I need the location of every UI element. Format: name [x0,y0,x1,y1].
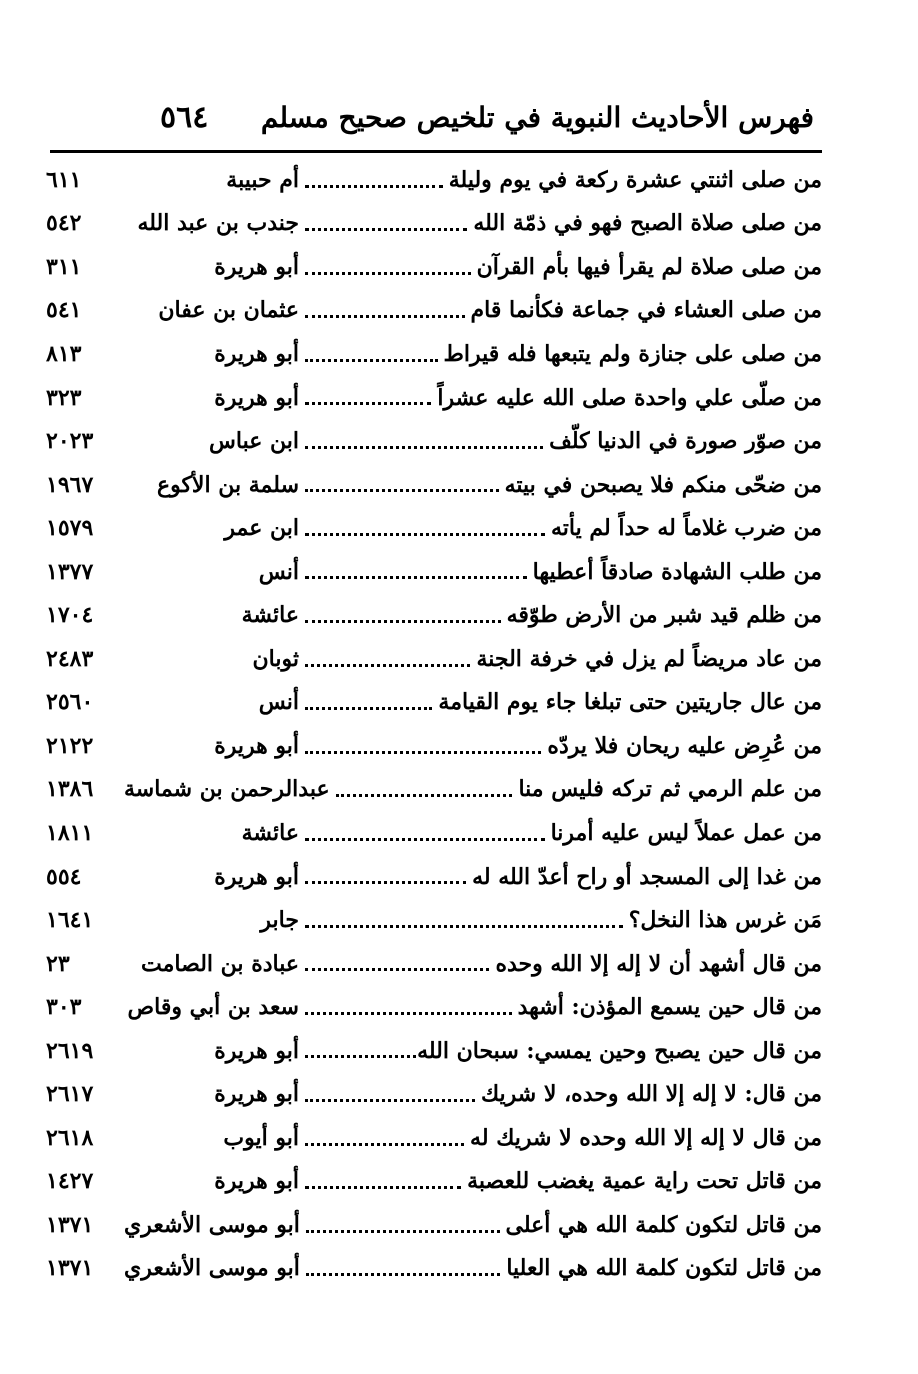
narrator-name: عثمان بن عفان [158,297,299,324]
dot-leader [305,1143,464,1146]
index-entry [46,1029,822,1073]
hadith-number: ٢٥٦٠ [46,689,94,716]
narrator-name: عبادة بن الصامت [141,950,299,977]
narrator-name: أم حبيبة [226,166,299,193]
page-header [160,92,814,142]
dot-leader [305,620,501,623]
index-entry [46,463,822,507]
dot-leader [305,664,470,667]
hadith-text: من صلى العشاء في جماعة فكأنما قام [470,297,822,324]
index-entry [46,1160,822,1204]
index-entry [46,724,822,768]
narrator-name: عائشة [241,819,299,846]
hadith-number: ١٣٧١ [46,1211,94,1238]
dot-leader [306,1230,500,1233]
hadith-number: ١٩٦٧ [46,471,94,498]
hadith-text: من صلّى علي واحدة صلى الله عليه عشراً [437,384,822,411]
hadith-text: من قاتل لتكون كلمة الله هي أعلى [505,1211,822,1238]
hadith-number: ٣٢٣ [46,384,82,411]
dot-leader [305,707,432,710]
dot-leader [305,489,499,492]
index-entry [46,550,822,594]
hadith-text: من قال حين يصبح وحين يمسي: سبحان الله [417,1037,822,1064]
narrator-name: عائشة [241,602,299,629]
dot-leader [306,1273,500,1276]
dot-leader [305,838,545,841]
dot-leader [305,968,489,971]
index-entry [46,637,822,681]
hadith-number: ٨١٣ [46,340,82,367]
hadith-text: من عال جاريتين حتى تبلغا جاء يوم القيامة [438,689,822,716]
index-entry [46,1203,822,1247]
index-entry [46,768,822,812]
hadith-text: من صلى صلاة الصبح فهو في ذمّة الله [473,210,822,237]
narrator-name: أبو هريرة [214,1037,299,1064]
hadith-text: من قاتل لتكون كلمة الله هي العليا [506,1255,822,1282]
hadith-text: من ضحّى منكم فلا يصبحن في بيته [504,471,822,498]
hadith-text: من ضرب غلاماً له حداً لم يأته [551,515,822,542]
hadith-number: ٣٠٣ [46,994,82,1021]
hadith-text: من عاد مريضاً لم يزل في خرفة الجنة [476,645,822,672]
hadith-text: من صلى على جنازة ولم يتبعها فله قيراط [443,340,822,367]
dot-leader [305,925,623,928]
narrator-name: أبو هريرة [214,340,299,367]
running-title: فهرس الأحاديث النبوية في تلخيص صحيح مسلم [260,100,814,134]
dot-leader [305,446,543,449]
index-entry [46,419,822,463]
narrator-name: ابن عباس [209,428,299,455]
index-entry [46,942,822,986]
index-entry [46,202,822,246]
page-number: ٥٦٤ [160,99,209,135]
dot-leader [305,315,465,318]
index-entry [46,376,822,420]
hadith-number: ١٦٤١ [46,907,94,934]
dot-leader [305,1012,512,1015]
index-entry [46,1247,822,1291]
index-entry [46,855,822,899]
hadith-number: ٦١١ [46,166,82,193]
index-entry [46,811,822,855]
narrator-name: عبدالرحمن بن شماسة [124,776,330,803]
hadith-text: من صلى اثنتي عشرة ركعة في يوم وليلة [448,166,822,193]
index-entry [46,898,822,942]
narrator-name: أنس [258,558,299,585]
narrator-name: أنس [258,689,299,716]
narrator-name: أبو هريرة [214,253,299,280]
hadith-text: من قال: لا إله إلا الله وحده، لا شريك [480,1081,822,1108]
index-entry [46,593,822,637]
narrator-name: أبو موسى الأشعري [124,1255,300,1282]
narrator-name: أبو هريرة [214,863,299,890]
dot-leader [336,794,513,797]
dot-leader [305,402,431,405]
narrator-name: جندب بن عبد الله [137,210,299,237]
hadith-text: من غدا إلى المسجد أو راح أعدّ الله له [472,863,822,890]
dot-leader [305,751,541,754]
dot-leader [305,881,466,884]
hadith-text: من صوّر صورة في الدنيا كلّف [549,428,822,455]
hadith-number: ٢٠٢٣ [46,428,94,455]
index-entry [46,289,822,333]
index-entry [46,158,822,202]
hadith-number: ١٨١١ [46,819,94,846]
narrator-name: أبو أيوب [223,1124,299,1151]
header-rule [50,150,822,153]
dot-leader [305,228,467,231]
hadith-number: ١٥٧٩ [46,515,94,542]
dot-leader [305,359,438,362]
dot-leader [305,533,545,536]
hadith-number: ٥٤٢ [46,210,82,237]
dot-leader [305,1186,461,1189]
index-entry [46,245,822,289]
narrator-name: أبو هريرة [214,1081,299,1108]
hadith-text: من علم الرمي ثم تركه فليس منا [518,776,822,803]
hadith-index-list [46,158,822,1290]
hadith-text: من قال لا إله إلا الله وحده لا شريك له [470,1124,822,1151]
hadith-number: ٢٤٨٣ [46,645,94,672]
hadith-number: ١٣٧١ [46,1255,94,1282]
hadith-number: ٢٦١٧ [46,1081,94,1108]
hadith-number: ١٧٠٤ [46,602,94,629]
hadith-number: ٢٦١٨ [46,1124,94,1151]
hadith-number: ١٣٨٦ [46,776,94,803]
dot-leader [305,1099,475,1102]
hadith-number: ٢١٢٢ [46,732,94,759]
index-entry [46,985,822,1029]
index-entry [46,1116,822,1160]
index-entry [46,332,822,376]
narrator-name: ثوبان [252,645,299,672]
hadith-text: من طلب الشهادة صادقاً أعطيها [532,558,822,585]
hadith-number: ٣١١ [46,253,82,280]
narrator-name: جابر [260,907,299,934]
narrator-name: أبو هريرة [214,1168,299,1195]
hadith-text: من صلى صلاة لم يقرأ فيها بأم القرآن [476,253,822,280]
dot-leader [305,576,527,579]
hadith-text: من عمل عملاً ليس عليه أمرنا [550,819,822,846]
narrator-name: سلمة بن الأكوع [156,471,299,498]
hadith-text: من قال أشهد أن لا إله إلا الله وحده [495,950,822,977]
narrator-name: أبو موسى الأشعري [124,1211,300,1238]
narrator-name: ابن عمر [224,515,299,542]
narrator-name: أبو هريرة [214,384,299,411]
dot-leader [305,1055,416,1058]
hadith-number: ٥٥٤ [46,863,82,890]
hadith-text: من قال حين يسمع المؤذن: أشهد [517,994,822,1021]
hadith-text: مَن غرس هذا النخل؟ [628,907,822,934]
hadith-number: ٢٣ [46,950,70,977]
hadith-text: من عُرِض عليه ريحان فلا يردّه [547,732,822,759]
hadith-number: ١٤٢٧ [46,1168,94,1195]
narrator-name: أبو هريرة [214,732,299,759]
index-entry [46,506,822,550]
dot-leader [305,185,443,188]
dot-leader [305,272,471,275]
hadith-number: ٥٤١ [46,297,82,324]
index-entry [46,681,822,725]
hadith-number: ٢٦١٩ [46,1037,94,1064]
narrator-name: سعد بن أبي وقاص [127,994,299,1021]
hadith-number: ١٣٧٧ [46,558,94,585]
hadith-text: من قاتل تحت راية عمية يغضب للعصبة [467,1168,822,1195]
hadith-text: من ظلم قيد شبر من الأرض طوّقه [506,602,822,629]
index-entry [46,1072,822,1116]
